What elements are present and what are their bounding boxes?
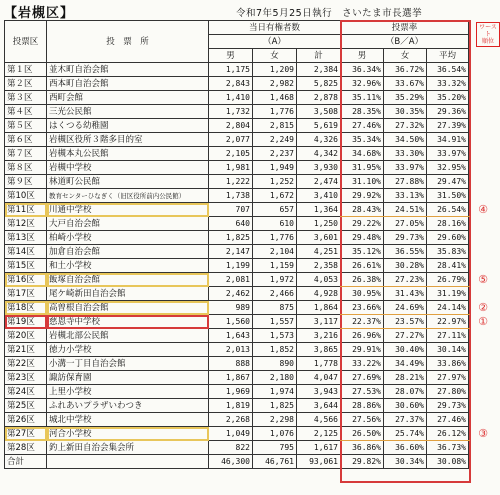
rank-underline	[340, 216, 470, 217]
average-rate-cell: 27.39%	[427, 119, 469, 133]
female-voters-cell: 1,573	[253, 329, 297, 343]
female-rate-cell: 34.49%	[384, 357, 427, 371]
venue-header: 投 票 所	[47, 21, 209, 63]
total-voters-cell: 3,508	[297, 105, 341, 119]
male-rate-cell: 27.56%	[341, 413, 384, 427]
female-rate-cell: 33.67%	[384, 77, 427, 91]
venue-cell: ふれあいプラザいわつき	[47, 399, 209, 413]
female-rate-cell: 36.55%	[384, 245, 427, 259]
male-voters-cell: 1,819	[209, 399, 253, 413]
female-voters-cell: 2,180	[253, 371, 297, 385]
total-voters-cell: 2,125	[297, 427, 341, 441]
table-row	[5, 77, 469, 91]
male-voters-cell: 2,147	[209, 245, 253, 259]
male-rate-cell: 35.12%	[341, 245, 384, 259]
female-voters-cell: 610	[253, 217, 297, 231]
district-header: 投票区	[5, 21, 47, 63]
rank-underline	[340, 328, 470, 329]
male-voters-cell: 1,825	[209, 231, 253, 245]
total-female-rate: 30.34%	[384, 455, 427, 469]
rank-marker: ⑤	[478, 272, 488, 286]
male-voters-cell: 1,643	[209, 329, 253, 343]
female-voters-cell: 2,298	[253, 413, 297, 427]
rate-header: 投票率	[341, 21, 469, 35]
venue-cell: 教育センターひなぎく（旧区役所前内公民館）	[47, 189, 209, 203]
male-voters-cell: 707	[209, 203, 253, 217]
male-voters-cell: 888	[209, 357, 253, 371]
district-cell: 第19区	[5, 315, 47, 329]
male-voters-cell: 2,077	[209, 133, 253, 147]
average-rate-cell: 27.46%	[427, 413, 469, 427]
male-rate-cell: 33.22%	[341, 357, 384, 371]
average-rate-cell: 35.83%	[427, 245, 469, 259]
total-male-rate: 29.82%	[341, 455, 384, 469]
female-rate-cell: 30.40%	[384, 343, 427, 357]
table-row	[5, 217, 469, 231]
male-rate-cell: 35.11%	[341, 91, 384, 105]
total-male-voters: 46,300	[209, 455, 253, 469]
venue-cell: 川通中学校	[47, 203, 209, 217]
female-rate-cell: 27.27%	[384, 329, 427, 343]
average-rate-cell: 33.97%	[427, 147, 469, 161]
venue-cell: 河合小学校	[47, 427, 209, 441]
average-rate-cell: 26.12%	[427, 427, 469, 441]
female-rate-cell: 27.23%	[384, 273, 427, 287]
female-rate-cell: 33.13%	[384, 189, 427, 203]
table-row	[5, 357, 469, 371]
rank-marker: ②	[478, 300, 488, 314]
table-row	[5, 105, 469, 119]
total-voters-cell: 4,566	[297, 413, 341, 427]
venue-cell: 諏訪保育園	[47, 371, 209, 385]
table-row	[5, 301, 469, 315]
female-voters-cell: 1,076	[253, 427, 297, 441]
district-cell: 第17区	[5, 287, 47, 301]
female-rate-cell: 28.07%	[384, 385, 427, 399]
total-voters-cell: 4,047	[297, 371, 341, 385]
female-rate-cell: 31.43%	[384, 287, 427, 301]
female-rate-cell: 30.28%	[384, 259, 427, 273]
average-rate-cell: 29.60%	[427, 231, 469, 245]
total-voters-cell: 3,601	[297, 231, 341, 245]
table-row	[5, 371, 469, 385]
female-voters-cell: 2,104	[253, 245, 297, 259]
female-voters-cell: 2,249	[253, 133, 297, 147]
total-voters-cell: 2,384	[297, 63, 341, 77]
table-row	[5, 399, 469, 413]
table-row	[5, 273, 469, 287]
table-row	[5, 203, 469, 217]
rate-unit: （B／A）	[341, 35, 469, 49]
female-voters-cell: 1,557	[253, 315, 297, 329]
male-rate-cell: 35.34%	[341, 133, 384, 147]
district-cell: 第８区	[5, 161, 47, 175]
total-label: 合計	[5, 455, 47, 469]
average-rate-cell: 34.91%	[427, 133, 469, 147]
total-voters-cell: 3,865	[297, 343, 341, 357]
female-rate-cell: 36.72%	[384, 63, 427, 77]
total-average-rate: 30.08%	[427, 455, 469, 469]
female-rate-cell: 28.21%	[384, 371, 427, 385]
total-voters-cell: 1,864	[297, 301, 341, 315]
rate-male-header: 男	[341, 49, 384, 63]
male-voters-cell: 1,738	[209, 189, 253, 203]
district-cell: 第28区	[5, 441, 47, 455]
venue-cell: 城北中学校	[47, 413, 209, 427]
district-cell: 第２区	[5, 77, 47, 91]
female-voters-cell: 1,972	[253, 273, 297, 287]
female-rate-cell: 23.57%	[384, 315, 427, 329]
male-voters-cell: 1,199	[209, 259, 253, 273]
average-rate-cell: 28.16%	[427, 217, 469, 231]
district-cell: 第21区	[5, 343, 47, 357]
election-info: 令和7年5月25日執行 さいたま市長選挙	[236, 8, 423, 19]
average-rate-cell: 33.32%	[427, 77, 469, 91]
female-rate-cell: 33.30%	[384, 147, 427, 161]
average-rate-cell: 24.14%	[427, 301, 469, 315]
male-rate-cell: 34.68%	[341, 147, 384, 161]
male-rate-cell: 29.48%	[341, 231, 384, 245]
male-rate-cell: 29.91%	[341, 343, 384, 357]
male-rate-cell: 28.86%	[341, 399, 384, 413]
district-cell: 第３区	[5, 91, 47, 105]
district-cell: 第23区	[5, 371, 47, 385]
voters-female-header: 女	[253, 49, 297, 63]
venue-cell: 林道町公民館	[47, 175, 209, 189]
average-rate-cell: 26.54%	[427, 203, 469, 217]
venue-cell: 岩槻中学校	[47, 161, 209, 175]
male-rate-cell: 28.35%	[341, 105, 384, 119]
venue-cell: 柏崎小学校	[47, 231, 209, 245]
total-voters-cell: 4,928	[297, 287, 341, 301]
venue-cell: 飯塚自治会館	[47, 273, 209, 287]
table-row	[5, 259, 469, 273]
female-voters-cell: 2,466	[253, 287, 297, 301]
table-row	[5, 441, 469, 455]
district-cell: 第20区	[5, 329, 47, 343]
table-row	[5, 189, 469, 203]
female-voters-cell: 1,159	[253, 259, 297, 273]
venue-cell: 並木町自治会館	[47, 63, 209, 77]
male-voters-cell: 2,843	[209, 77, 253, 91]
district-cell: 第27区	[5, 427, 47, 441]
total-voters-cell: 1,250	[297, 217, 341, 231]
venue-cell: 徳力小学校	[47, 343, 209, 357]
total-voters-cell: 3,216	[297, 329, 341, 343]
venue-cell: 釣上新田自治会集会所	[47, 441, 209, 455]
venue-cell: 大戸自治会館	[47, 217, 209, 231]
female-rate-cell: 27.88%	[384, 175, 427, 189]
male-voters-cell: 1,732	[209, 105, 253, 119]
venue-cell: 西町会館	[47, 91, 209, 105]
venue-cell: 高曽根自治会館	[47, 301, 209, 315]
male-voters-cell: 1,981	[209, 161, 253, 175]
female-rate-cell: 24.69%	[384, 301, 427, 315]
average-rate-cell: 29.47%	[427, 175, 469, 189]
venue-cell: 和土小学校	[47, 259, 209, 273]
table-row	[5, 175, 469, 189]
male-voters-cell: 1,867	[209, 371, 253, 385]
total-voters-cell: 3,644	[297, 399, 341, 413]
male-rate-cell: 36.86%	[341, 441, 384, 455]
district-cell: 第11区	[5, 203, 47, 217]
male-voters-cell: 2,081	[209, 273, 253, 287]
total-voters: 93,061	[297, 455, 341, 469]
male-rate-cell: 22.37%	[341, 315, 384, 329]
total-voters-cell: 2,878	[297, 91, 341, 105]
male-rate-cell: 30.95%	[341, 287, 384, 301]
total-voters-cell: 2,474	[297, 175, 341, 189]
female-rate-cell: 27.37%	[384, 413, 427, 427]
average-rate-cell: 36.54%	[427, 63, 469, 77]
table-row	[5, 413, 469, 427]
voters-male-header: 男	[209, 49, 253, 63]
total-voters-cell: 5,619	[297, 119, 341, 133]
female-rate-cell: 29.73%	[384, 231, 427, 245]
venue-cell: 慈恩寺中学校	[47, 315, 209, 329]
district-cell: 第18区	[5, 301, 47, 315]
rank-underline	[340, 286, 470, 287]
district-cell: 第４区	[5, 105, 47, 119]
total-female-voters: 46,761	[253, 455, 297, 469]
venue-cell: 三光公民館	[47, 105, 209, 119]
district-cell: 第７区	[5, 147, 47, 161]
district-cell: 第22区	[5, 357, 47, 371]
table-row	[5, 133, 469, 147]
table-row	[5, 91, 469, 105]
total-voters-cell: 4,053	[297, 273, 341, 287]
table-row	[5, 119, 469, 133]
district-cell: 第14区	[5, 245, 47, 259]
female-voters-cell: 890	[253, 357, 297, 371]
rate-female-header: 女	[384, 49, 427, 63]
male-rate-cell: 27.69%	[341, 371, 384, 385]
voters-total-header: 計	[297, 49, 341, 63]
male-voters-cell: 1,410	[209, 91, 253, 105]
average-rate-cell: 28.41%	[427, 259, 469, 273]
district-cell: 第１区	[5, 63, 47, 77]
average-rate-cell: 36.73%	[427, 441, 469, 455]
total-voters-cell: 3,410	[297, 189, 341, 203]
rank-marker: ①	[478, 314, 488, 328]
male-rate-cell: 27.46%	[341, 119, 384, 133]
table-row	[5, 161, 469, 175]
average-rate-cell: 27.11%	[427, 329, 469, 343]
male-rate-cell: 26.38%	[341, 273, 384, 287]
average-rate-cell: 31.50%	[427, 189, 469, 203]
district-cell: 第６区	[5, 133, 47, 147]
female-voters-cell: 1,776	[253, 231, 297, 245]
female-voters-cell: 1,209	[253, 63, 297, 77]
male-rate-cell: 26.96%	[341, 329, 384, 343]
total-venue	[47, 455, 209, 469]
table-row	[5, 63, 469, 77]
male-rate-cell: 26.50%	[341, 427, 384, 441]
male-voters-cell: 2,105	[209, 147, 253, 161]
table-row	[5, 343, 469, 357]
average-rate-cell: 35.20%	[427, 91, 469, 105]
venue-cell: 上里小学校	[47, 385, 209, 399]
female-rate-cell: 30.60%	[384, 399, 427, 413]
district-cell: 第16区	[5, 273, 47, 287]
female-rate-cell: 24.51%	[384, 203, 427, 217]
male-voters-cell: 1,969	[209, 385, 253, 399]
venue-cell: はくつる幼稚園	[47, 119, 209, 133]
total-voters-cell: 4,342	[297, 147, 341, 161]
district-cell: 第13区	[5, 231, 47, 245]
rate-average-header: 平均	[427, 49, 469, 63]
male-voters-cell: 2,804	[209, 119, 253, 133]
female-rate-cell: 33.97%	[384, 161, 427, 175]
average-rate-cell: 26.79%	[427, 273, 469, 287]
total-voters-cell: 3,943	[297, 385, 341, 399]
total-voters-cell: 3,117	[297, 315, 341, 329]
venue-cell: 岩槻本丸公民館	[47, 147, 209, 161]
female-voters-cell: 1,852	[253, 343, 297, 357]
female-voters-cell: 1,776	[253, 105, 297, 119]
male-voters-cell: 822	[209, 441, 253, 455]
female-rate-cell: 30.35%	[384, 105, 427, 119]
male-rate-cell: 29.22%	[341, 217, 384, 231]
venue-cell: 岩槻区役所３階多目的室	[47, 133, 209, 147]
voters-header: 当日有権者数	[209, 21, 341, 35]
average-rate-cell: 31.19%	[427, 287, 469, 301]
rank-underline	[340, 314, 470, 315]
table-row	[5, 385, 469, 399]
total-voters-cell: 4,251	[297, 245, 341, 259]
district-cell: 第12区	[5, 217, 47, 231]
average-rate-cell: 30.14%	[427, 343, 469, 357]
female-voters-cell: 2,237	[253, 147, 297, 161]
table-row	[5, 427, 469, 441]
district-cell: 第９区	[5, 175, 47, 189]
rank-marker: ④	[478, 202, 488, 216]
district-cell: 第５区	[5, 119, 47, 133]
total-voters-cell: 4,326	[297, 133, 341, 147]
female-voters-cell: 1,974	[253, 385, 297, 399]
district-cell: 第24区	[5, 385, 47, 399]
male-voters-cell: 1,222	[209, 175, 253, 189]
table-body	[5, 63, 469, 455]
average-rate-cell: 33.86%	[427, 357, 469, 371]
male-rate-cell: 32.96%	[341, 77, 384, 91]
table-row	[5, 245, 469, 259]
female-voters-cell: 2,982	[253, 77, 297, 91]
district-cell: 第26区	[5, 413, 47, 427]
male-rate-cell: 28.43%	[341, 203, 384, 217]
male-rate-cell: 36.34%	[341, 63, 384, 77]
rank-underline	[340, 440, 470, 441]
male-voters-cell: 1,175	[209, 63, 253, 77]
female-voters-cell: 1,949	[253, 161, 297, 175]
female-rate-cell: 34.50%	[384, 133, 427, 147]
page-title: 【岩槻区】	[4, 6, 75, 21]
table-row	[5, 147, 469, 161]
male-voters-cell: 2,462	[209, 287, 253, 301]
venue-cell: 加倉自治会館	[47, 245, 209, 259]
female-voters-cell: 657	[253, 203, 297, 217]
male-rate-cell: 29.92%	[341, 189, 384, 203]
district-cell: 第15区	[5, 259, 47, 273]
male-voters-cell: 1,049	[209, 427, 253, 441]
venue-cell: 岩槻北部公民館	[47, 329, 209, 343]
rank-marker: ③	[478, 426, 488, 440]
venue-cell: 西本町自治会館	[47, 77, 209, 91]
average-rate-cell: 27.80%	[427, 385, 469, 399]
venue-cell: 小溝一丁目自治会館	[47, 357, 209, 371]
female-rate-cell: 25.74%	[384, 427, 427, 441]
average-rate-cell: 22.97%	[427, 315, 469, 329]
table-row	[5, 329, 469, 343]
male-rate-cell: 27.53%	[341, 385, 384, 399]
male-voters-cell: 2,268	[209, 413, 253, 427]
venue-cell: 尾ケ崎新田自治会館	[47, 287, 209, 301]
female-rate-cell: 27.32%	[384, 119, 427, 133]
female-voters-cell: 875	[253, 301, 297, 315]
total-voters-cell: 3,930	[297, 161, 341, 175]
female-voters-cell: 1,825	[253, 399, 297, 413]
total-voters-cell: 1,617	[297, 441, 341, 455]
female-voters-cell: 795	[253, 441, 297, 455]
male-voters-cell: 1,560	[209, 315, 253, 329]
male-rate-cell: 26.61%	[341, 259, 384, 273]
female-voters-cell: 1,672	[253, 189, 297, 203]
female-voters-cell: 1,252	[253, 175, 297, 189]
average-rate-cell: 29.73%	[427, 399, 469, 413]
female-rate-cell: 27.05%	[384, 217, 427, 231]
male-voters-cell: 989	[209, 301, 253, 315]
male-rate-cell: 31.10%	[341, 175, 384, 189]
total-voters-cell: 1,364	[297, 203, 341, 217]
table-row	[5, 315, 469, 329]
male-rate-cell: 31.95%	[341, 161, 384, 175]
worst-rank-badge: ワースト 順位	[476, 22, 500, 47]
average-rate-cell: 32.95%	[427, 161, 469, 175]
male-rate-cell: 23.66%	[341, 301, 384, 315]
district-cell: 第25区	[5, 399, 47, 413]
total-row	[5, 455, 469, 469]
female-rate-cell: 36.60%	[384, 441, 427, 455]
total-voters-cell: 1,778	[297, 357, 341, 371]
table-row	[5, 287, 469, 301]
female-rate-cell: 35.29%	[384, 91, 427, 105]
total-voters-cell: 2,358	[297, 259, 341, 273]
average-rate-cell: 27.97%	[427, 371, 469, 385]
district-cell: 第10区	[5, 189, 47, 203]
male-voters-cell: 640	[209, 217, 253, 231]
average-rate-cell: 29.36%	[427, 105, 469, 119]
table-row	[5, 231, 469, 245]
female-voters-cell: 2,815	[253, 119, 297, 133]
total-voters-cell: 5,825	[297, 77, 341, 91]
male-voters-cell: 2,013	[209, 343, 253, 357]
female-voters-cell: 1,468	[253, 91, 297, 105]
turnout-table	[4, 20, 469, 469]
voters-unit: （A）	[209, 35, 341, 49]
